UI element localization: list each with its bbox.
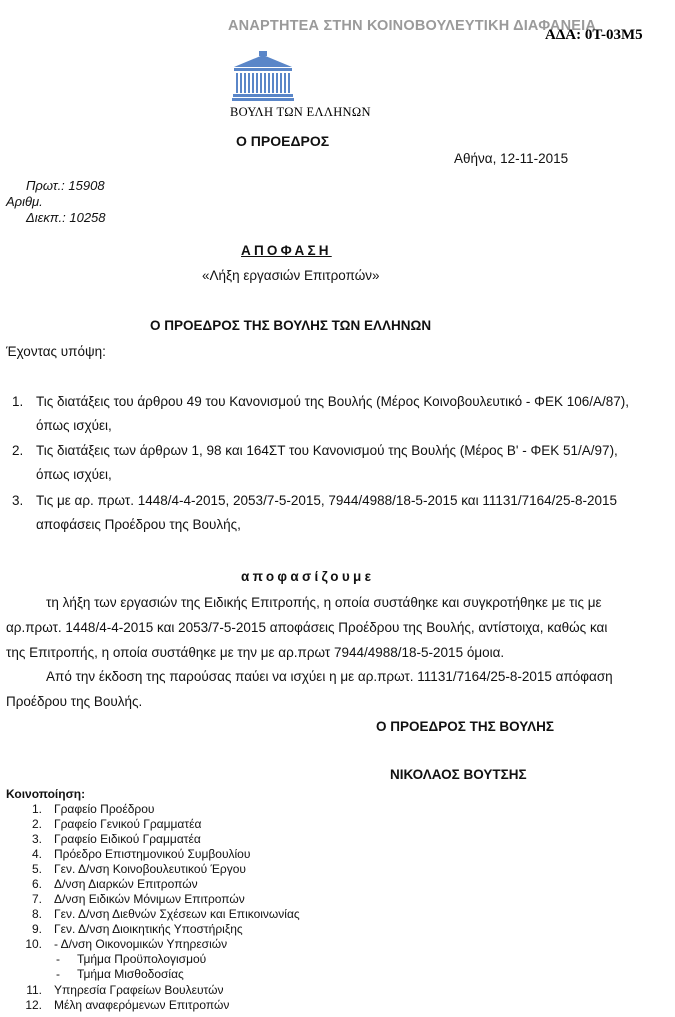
decision-body-line: της Επιτροπής, η οποία συστάθηκε με την με αρ.πρωτ 7944/4988/18-5-2015 όμοια. [6, 645, 505, 660]
consideration-text: αποφάσεις Προέδρου της Βουλής, [36, 517, 241, 532]
distribution-item-number: 2. [31, 817, 42, 831]
distribution-item-number: 1. [31, 802, 42, 816]
decision-body-line: τη λήξη των εργασιών της Ειδικής Επιτροπής, η οποία συστάθηκε και συγκροτήθηκε με τις με [46, 595, 602, 610]
distribution-item: Δ/νση Διαρκών Επιτροπών [54, 877, 198, 891]
distribution-item-number: 11. [26, 983, 42, 997]
distribution-item: Δ/νση Ειδικών Μόνιμων Επιτροπών [54, 892, 245, 906]
issuer-title: Ο ΠΡΟΕΔΡΟΣ [236, 133, 330, 149]
distribution-item: Υπηρεσία Γραφείων Βουλευτών [54, 983, 224, 997]
decision-body-line: Από την έκδοση της παρούσας παύει να ισχύει η με αρ.πρωτ. 11131/7164/25-8-2015 απόφαση [46, 669, 613, 684]
consideration-text: όπως ισχύει, [36, 467, 112, 482]
dispatch-number: Διεκπ.: 10258 [26, 210, 106, 225]
parliament-logo [232, 50, 294, 102]
consideration-text: Τις διατάξεις του άρθρου 49 του Κανονισμού της Βουλής (Μέρος Κοινοβουλευτικό - ΦΕΚ 106/Α/87), [36, 394, 630, 409]
distribution-item: Γεν. Δ/νση Διοικητικής Υποστήριξης [54, 922, 243, 936]
consideration-text: Τις διατάξεις των άρθρων 1, 98 και 164ΣΤ του Κανονισμού της Βουλής (Μέρος Β' - ΦΕΚ 51/Α/97), [36, 443, 618, 458]
distribution-item: Γραφείο Ειδικού Γραμματέα [54, 832, 201, 846]
distribution-item: Γραφείο Γενικού Γραμματέα [54, 817, 202, 831]
protocol-number: Πρωτ.: 15908 [26, 178, 105, 193]
consideration-number: 1. [12, 394, 24, 409]
ada-code: ΑΔΑ: 0Τ-03Μ5 [545, 27, 643, 43]
distribution-item-number: 9. [31, 922, 42, 936]
distribution-item: Γεν. Δ/νση Διεθνών Σχέσεων και Επικοινωνίας [54, 907, 300, 921]
parliament-name: ΒΟΥΛΗ ΤΩΝ ΕΛΛΗΝΩΝ [230, 105, 371, 119]
distribution-subitem-dash: - [56, 952, 60, 966]
distribution-item-number: 4. [31, 847, 42, 861]
transparency-watermark: ΑΝΑΡΤΗΤΕΑ ΣΤΗΝ ΚΟΙΝΟΒΟΥΛΕΥΤΙΚΗ ΔΙΑΦΑΝΕΙΑ [228, 18, 597, 34]
distribution-item-number: 8. [31, 907, 42, 921]
distribution-item-number: 5. [31, 862, 42, 876]
distribution-subitem-dash: - [56, 967, 60, 981]
distribution-item-number: 7. [31, 892, 42, 906]
distribution-item-number: 12. [25, 998, 42, 1012]
distribution-item: Γραφείο Προέδρου [54, 802, 155, 816]
distribution-subitem: Τμήμα Μισθοδοσίας [77, 967, 184, 981]
decision-subject: «Λήξη εργασιών Επιτροπών» [202, 268, 380, 283]
place-date: Αθήνα, 12-11-2015 [454, 151, 569, 166]
consideration-number: 3. [12, 493, 24, 508]
parliament-building-icon [232, 50, 294, 102]
considering-label: Έχοντας υπόψη: [6, 344, 106, 359]
we-decide-heading: αποφασίζουμε [241, 569, 375, 584]
consideration-text: όπως ισχύει, [36, 418, 112, 433]
signatory-title: Ο ΠΡΟΕΔΡΟΣ ΤΗΣ ΒΟΥΛΗΣ [376, 719, 554, 734]
distribution-label: Κοινοποίηση: [6, 787, 86, 801]
signatory-name: ΝΙΚΟΛΑΟΣ ΒΟΥΤΣΗΣ [390, 767, 527, 782]
distribution-item-number: 6. [31, 877, 42, 891]
consideration-number: 2. [12, 443, 24, 458]
decision-body-line: Προέδρου της Βουλής. [6, 694, 143, 709]
distribution-subitem: Τμήμα Προϋπολογισμού [77, 952, 207, 966]
authority-heading: Ο ΠΡΟΕΔΡΟΣ ΤΗΣ ΒΟΥΛΗΣ ΤΩΝ ΕΛΛΗΝΩΝ [150, 318, 432, 333]
distribution-item: Πρόεδρο Επιστημονικού Συμβουλίου [54, 847, 251, 861]
distribution-item-number: 10. [25, 937, 42, 951]
decision-heading: ΑΠΟΦΑΣΗ [241, 243, 332, 258]
number-label: Αριθμ. [6, 194, 43, 209]
decision-body-line: αρ.πρωτ. 1448/4-4-2015 και 2053/7-5-2015 αποφάσεις Προέδρου της Βουλής, αντίστοιχα, καθώς και [6, 620, 608, 635]
distribution-item: Μέλη αναφερόμενων Επιτροπών [54, 998, 230, 1012]
consideration-text: Τις με αρ. πρωτ. 1448/4-4-2015, 2053/7-5-2015, 7944/4988/18-5-2015 και 11131/7164/25-8-2015 [36, 493, 617, 508]
distribution-item: - Δ/νση Οικονομικών Υπηρεσιών [54, 937, 228, 951]
distribution-item: Γεν. Δ/νση Κοινοβουλευτικού Έργου [54, 862, 246, 876]
distribution-item-number: 3. [31, 832, 42, 846]
